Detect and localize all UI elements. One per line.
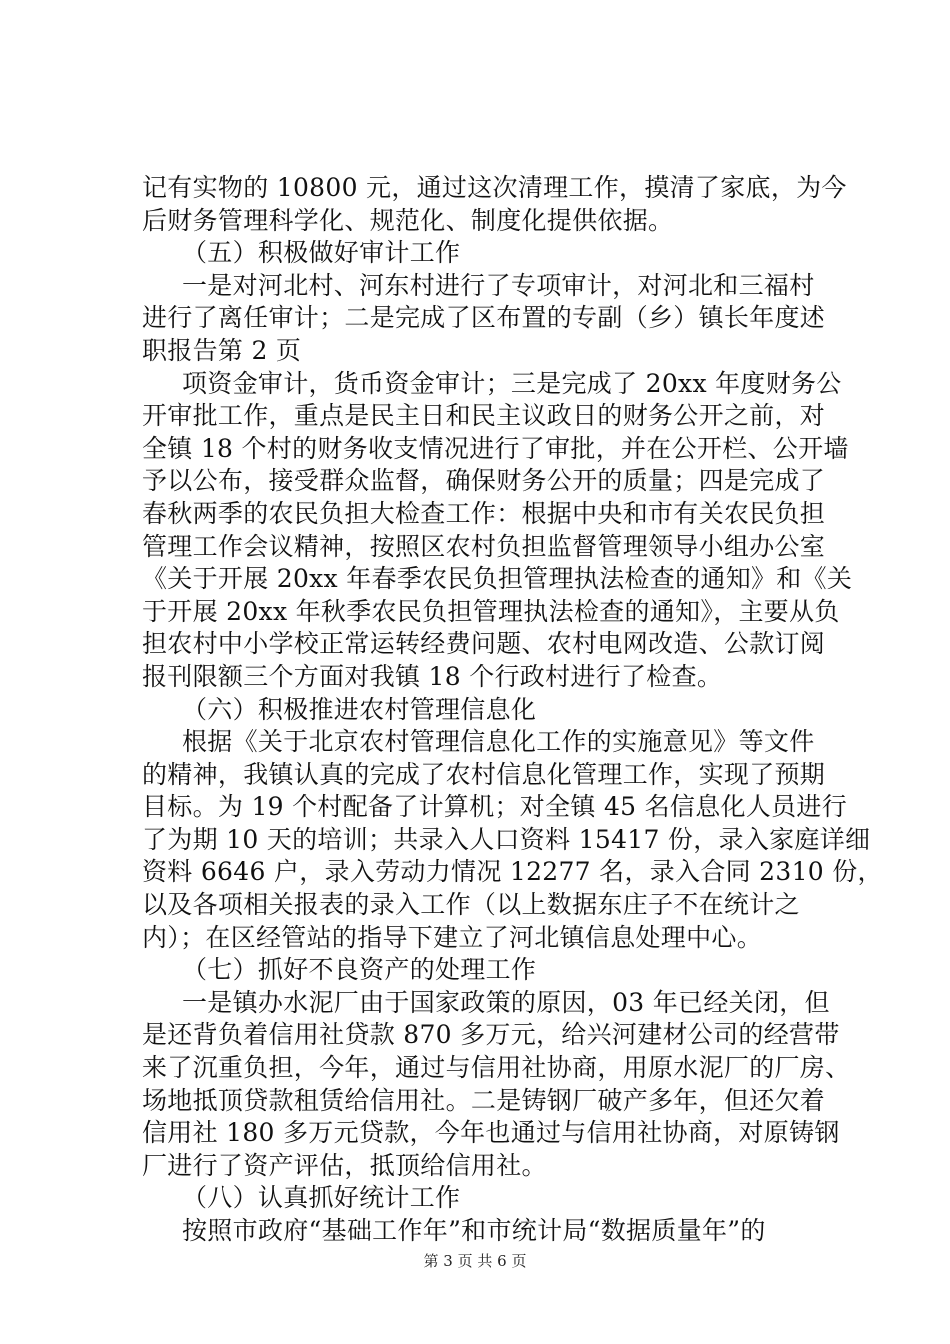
text-line: 目标。为 19 个村配备了计算机；对全镇 45 名信息化人员进行 (142, 792, 848, 822)
text-line: 担农村中小学校正常运转经费问题、农村电网改造、公款订阅 (142, 629, 826, 659)
text-line: 职报告第 2 页 (142, 335, 302, 365)
text-line: 场地抵顶贷款租赁给信用社。二是铸钢厂破产多年，但还欠着 (142, 1085, 826, 1115)
text-line: 记有实物的 10800 元，通过这次清理工作，摸清了家底，为今 (142, 173, 847, 202)
text-line: 《关于开展 20xx 年春季农民负担管理执法检查的通知》和《关 (142, 564, 853, 594)
text-line: 了为期 10 天的培训；共录入人口资料 15417 份，录入家庭详细 (142, 824, 871, 854)
text-line: 一是对河北村、河东村进行了专项审计，对河北和三福村 (182, 270, 815, 300)
text-line: 春秋两季的农民负担大检查工作：根据中央和市有关农民负担 (142, 498, 826, 528)
text-line: 进行了离任审计；二是完成了区布置的专副（乡）镇长年度述 (142, 303, 826, 333)
text-line: 开审批工作，重点是民主日和民主议政日的财务公开之前，对 (142, 401, 826, 431)
document-body (142, 172, 883, 1248)
section-heading: （五）积极做好审计工作 (182, 238, 461, 268)
text-line: 全镇 18 个村的财务收支情况进行了审批，并在公开栏、公开墙 (142, 433, 849, 463)
text-line: 以及各项相关报表的录入工作（以上数据东庄子不在统计之 (142, 890, 800, 920)
text-line: 来了沉重负担，今年，通过与信用社协商，用原水泥厂的厂房、 (142, 1053, 851, 1083)
text-line: 是还背负着信用社贷款 870 多万元，给兴河建材公司的经营带 (142, 1020, 840, 1050)
section-heading: （八）认真抓好统计工作 (182, 1183, 461, 1213)
text-line: 报刊限额三个方面对我镇 18 个行政村进行了检查。 (142, 661, 723, 691)
page-footer (0, 1250, 950, 1271)
text-line: 资料 6646 户，录入劳动力情况 12277 名，录入合同 2310 份， (142, 857, 883, 887)
text-line: 按照市政府“基础工作年”和市统计局“数据质量年”的 (182, 1216, 766, 1245)
text-line: 内）；在区经管站的指导下建立了河北镇信息处理中心。 (142, 922, 763, 952)
text-line: 于开展 20xx 年秋季农民负担管理执法检查的通知》，主要从负 (142, 596, 840, 626)
text-line: 后财务管理科学化、规范化、制度化提供依据。 (142, 205, 674, 235)
text-line: 根据《关于北京农村管理信息化工作的实施意见》等文件 (182, 727, 815, 757)
section-heading: （六）积极推进农村管理信息化 (182, 694, 537, 724)
text-line: 厂进行了资产评估，抵顶给信用社。 (142, 1150, 547, 1180)
text-line: 管理工作会议精神，按照区农村负担监督管理领导小组办公室 (142, 531, 826, 561)
page-number: 第 3 页 共 6 页 (423, 1252, 527, 1270)
section-heading: （七）抓好不良资产的处理工作 (182, 955, 537, 985)
text-line: 一是镇办水泥厂由于国家政策的原因，03 年已经关闭，但 (182, 987, 830, 1017)
text-line: 信用社 180 多万元贷款，今年也通过与信用社协商，对原铸钢 (142, 1118, 840, 1148)
text-line: 项资金审计，货币资金审计；三是完成了 20xx 年度财务公 (182, 368, 842, 398)
text-line: 予以公布，接受群众监督，确保财务公开的质量；四是完成了 (142, 466, 826, 496)
text-line: 的精神，我镇认真的完成了农村信息化管理工作，实现了预期 (142, 759, 826, 789)
